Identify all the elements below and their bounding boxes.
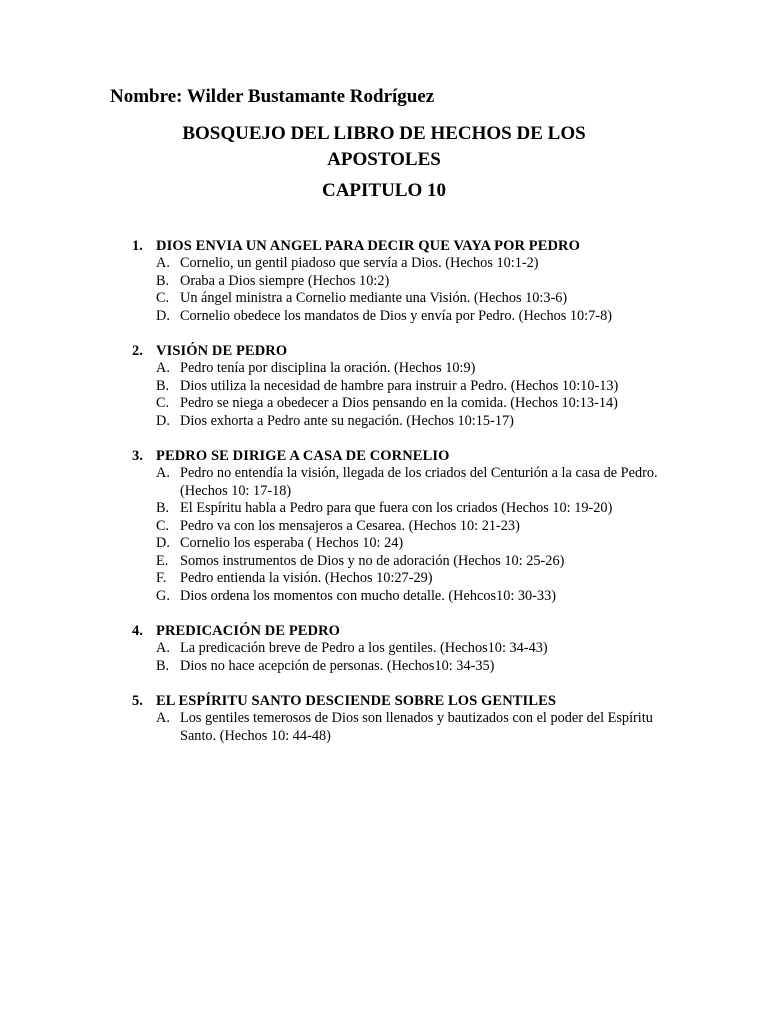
- item-text: Pedro va con los mensajeros a Cesarea. (Hechos 10: 21-23): [180, 517, 520, 534]
- item-letter: F.: [156, 570, 167, 586]
- section-title: PEDRO SE DIRIGE A CASA DE CORNELIO: [156, 448, 450, 464]
- title-line-1: BOSQUEJO DEL LIBRO DE HECHOS DE LOS: [182, 123, 586, 144]
- section-number: 1.: [132, 238, 143, 254]
- item-letter: C.: [156, 517, 170, 534]
- list-item: [0, 290, 768, 308]
- list-item: [0, 518, 768, 536]
- section-title: VISIÓN DE PEDRO: [156, 343, 288, 359]
- item-text: Dios exhorta a Pedro ante su negación. (Hechos 10:15-17): [180, 412, 514, 429]
- section-items: [0, 640, 768, 675]
- item-text: Somos instrumentos de Dios y no de adoración (Hechos 10: 25-26): [180, 552, 565, 569]
- list-item: [0, 308, 768, 326]
- item-letter: D.: [156, 412, 170, 429]
- item-letter: A.: [156, 710, 170, 726]
- list-item: [0, 658, 768, 676]
- outline: [0, 238, 768, 763]
- item-text: Oraba a Dios siempre (Hechos 10:2): [180, 272, 390, 289]
- outline-section: [0, 343, 768, 430]
- list-item: [0, 710, 768, 745]
- item-text: Un ángel ministra a Cornelio mediante una Visión. (Hechos 10:3-6): [180, 290, 568, 306]
- item-text: Pedro no entendía la visión, llegada de los criados del Centurión a la casa de Pedro. (Hechos 10: 17-18): [180, 465, 658, 499]
- item-text: El Espíritu habla a Pedro para que fuera con los criados (Hechos 10: 19-20): [180, 500, 613, 516]
- item-letter: A.: [156, 640, 170, 656]
- item-text: Cornelio obedece los mandatos de Dios y envía por Pedro. (Hechos 10:7-8): [180, 307, 612, 324]
- section-items: [0, 255, 768, 325]
- title-line-2: APOSTOLES: [327, 149, 441, 170]
- section-heading: [0, 238, 768, 255]
- item-text: Los gentiles temerosos de Dios son llenados y bautizados con el poder del Espíritu Santo. (Hechos 10: 44-48): [180, 710, 653, 744]
- list-item: [0, 535, 768, 553]
- item-letter: A.: [156, 465, 170, 481]
- item-text: Dios ordena los momentos con mucho detalle. (Hehcos10: 30-33): [180, 587, 557, 604]
- chapter-heading: CAPITULO 10: [321, 180, 447, 201]
- section-heading: [0, 623, 768, 640]
- list-item: [0, 395, 768, 413]
- item-letter: D.: [156, 535, 170, 551]
- section-heading: [0, 343, 768, 360]
- item-letter: B.: [156, 657, 170, 674]
- section-heading: [0, 693, 768, 710]
- section-title: PREDICACIÓN DE PEDRO: [156, 623, 341, 639]
- list-item: [0, 378, 768, 396]
- item-text: Cornelio, un gentil piadoso que servía a Dios. (Hechos 10:1-2): [180, 255, 539, 271]
- section-title: EL ESPÍRITU SANTO DESCIENDE SOBRE LOS GENTILES: [156, 693, 557, 709]
- item-letter: A.: [156, 255, 170, 271]
- author-name: Nombre: Wilder Bustamante Rodríguez: [110, 86, 435, 107]
- section-number: 5.: [132, 693, 143, 709]
- item-letter: C.: [156, 290, 170, 306]
- list-item: [0, 255, 768, 273]
- list-item: [0, 273, 768, 291]
- section-number: 4.: [132, 623, 143, 639]
- list-item: [0, 360, 768, 378]
- list-item: [0, 413, 768, 431]
- list-item: [0, 500, 768, 518]
- item-letter: B.: [156, 500, 170, 516]
- item-letter: B.: [156, 377, 170, 394]
- item-letter: E.: [156, 552, 169, 569]
- item-text: Dios no hace acepción de personas. (Hechos10: 34-35): [180, 657, 495, 674]
- section-number: 3.: [132, 448, 143, 464]
- section-items: [0, 710, 768, 745]
- item-letter: D.: [156, 307, 170, 324]
- section-items: [0, 465, 768, 605]
- section-items: [0, 360, 768, 430]
- document-title: [0, 121, 768, 173]
- list-item: [0, 570, 768, 588]
- section-title: DIOS ENVIA UN ANGEL PARA DECIR QUE VAYA POR PEDRO: [156, 238, 581, 254]
- list-item: [0, 553, 768, 571]
- item-letter: A.: [156, 360, 170, 376]
- item-text: Pedro tenía por disciplina la oración. (Hechos 10:9): [180, 360, 476, 376]
- outline-section: [0, 693, 768, 745]
- item-letter: G.: [156, 587, 170, 604]
- item-text: Cornelio los esperaba ( Hechos 10: 24): [180, 535, 404, 551]
- section-number: 2.: [132, 343, 143, 359]
- item-text: Pedro entienda la visión. (Hechos 10:27-29): [180, 570, 433, 586]
- item-text: Dios utiliza la necesidad de hambre para instruir a Pedro. (Hechos 10:10-13): [180, 377, 619, 394]
- outline-section: [0, 238, 768, 325]
- list-item: [0, 640, 768, 658]
- item-text: La predicación breve de Pedro a los gentiles. (Hechos10: 34-43): [180, 640, 548, 656]
- item-letter: C.: [156, 395, 170, 411]
- outline-section: [0, 623, 768, 675]
- list-item: [0, 588, 768, 606]
- section-heading: [0, 448, 768, 465]
- item-text: Pedro se niega a obedecer a Dios pensando en la comida. (Hechos 10:13-14): [180, 395, 618, 411]
- outline-section: [0, 448, 768, 605]
- item-letter: B.: [156, 272, 170, 289]
- list-item: [0, 465, 768, 500]
